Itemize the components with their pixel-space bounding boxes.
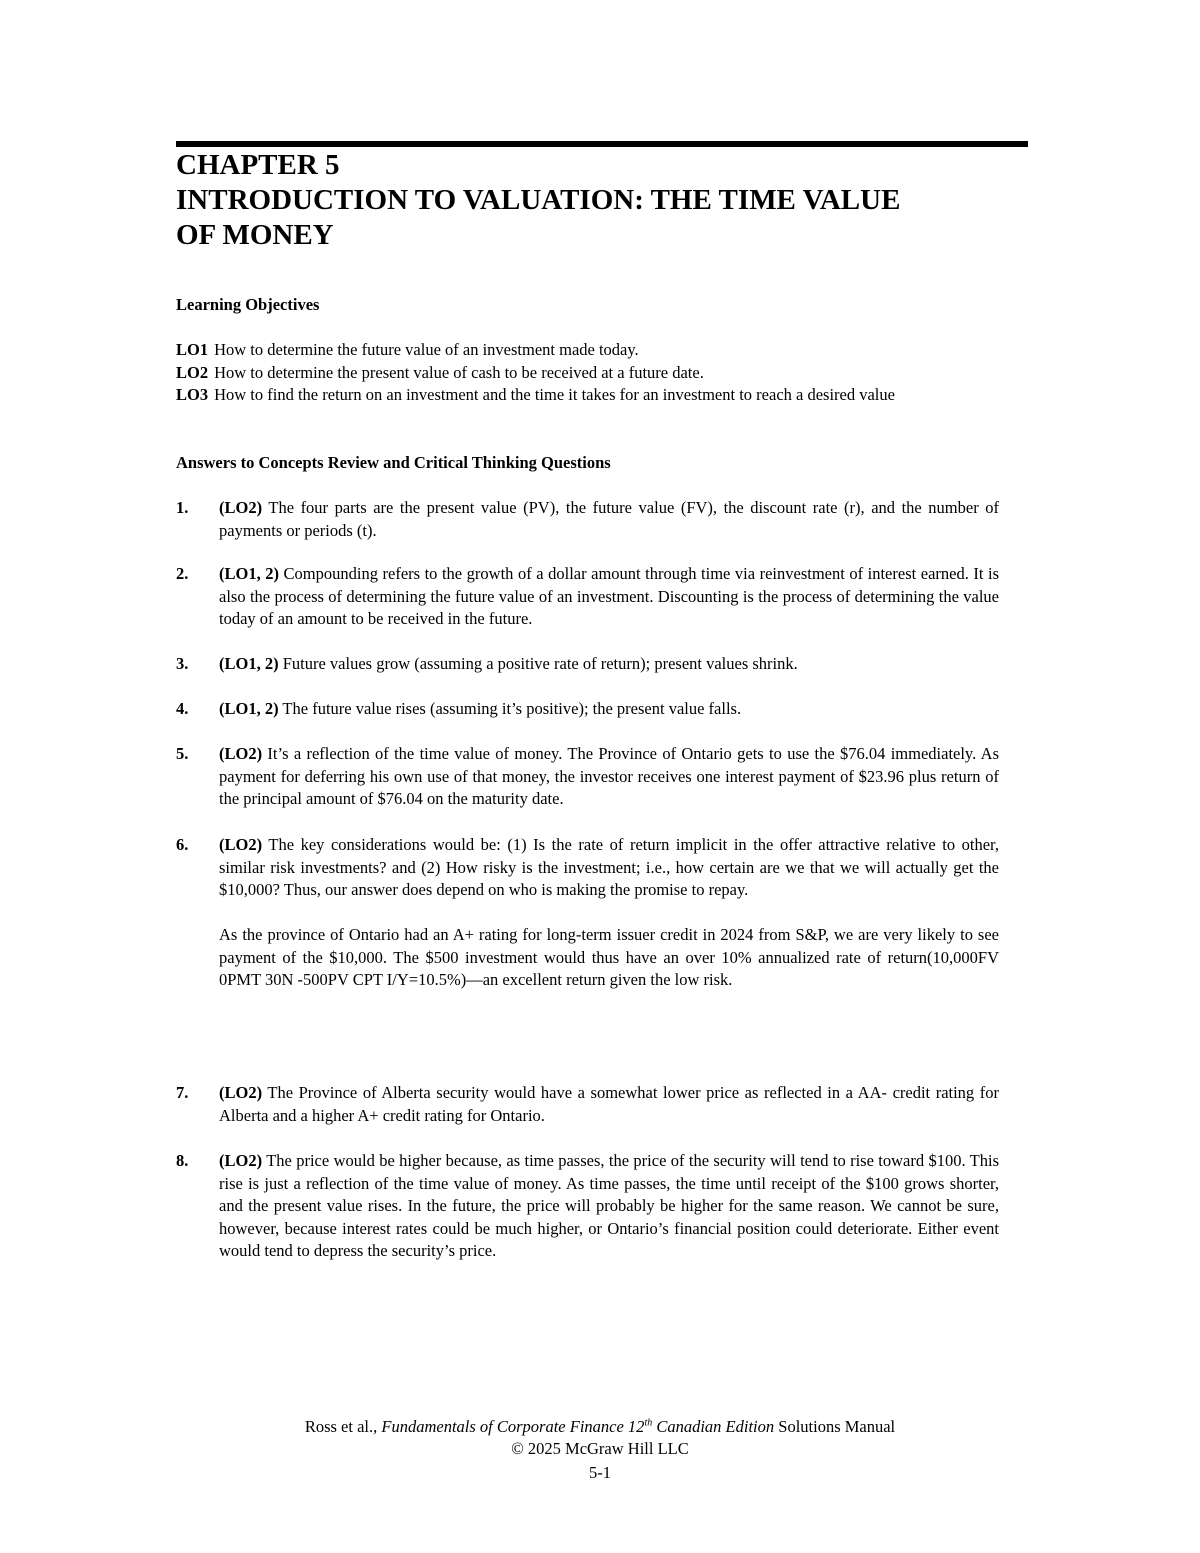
learning-objective-item bbox=[176, 362, 1028, 385]
answer-number: 4. bbox=[176, 699, 189, 718]
learning-objective-tag: (LO2) bbox=[219, 1151, 263, 1170]
learning-objective-tag: (LO1, 2) bbox=[219, 564, 279, 583]
answer-number: 2. bbox=[176, 564, 189, 583]
footer-citation bbox=[0, 1416, 1200, 1438]
answer-number: 1. bbox=[176, 498, 189, 517]
answer-text bbox=[219, 698, 999, 721]
chapter-title-line-2: OF MONEY bbox=[176, 219, 334, 251]
answer-body: The Province of Alberta security would have a somewhat lower price as reflected in a AA- credit rating for Alberta and a higher A+ credit rating for Ontario. bbox=[219, 1083, 999, 1125]
footer-authors: Ross et al., bbox=[304, 1417, 382, 1436]
answer-number: 3. bbox=[176, 654, 189, 673]
answer-text bbox=[219, 497, 999, 542]
learning-objective-tag: (LO2) bbox=[219, 1083, 263, 1102]
answer-body: Compounding refers to the growth of a dollar amount through time via reinvestment of interest earned. It is also the process of determining the future value of an investment. Discounting is the process of determining the value today of an amount to be received in the future. bbox=[219, 564, 999, 628]
objective-text: How to determine the future value of an investment made today. bbox=[214, 340, 639, 359]
footer-copyright: © 2025 McGraw Hill LLC bbox=[511, 1439, 689, 1458]
learning-objective-item bbox=[176, 339, 1028, 362]
objective-code: LO2 bbox=[176, 362, 209, 382]
answer-text bbox=[219, 653, 999, 676]
learning-objectives-heading: Learning Objectives bbox=[176, 295, 320, 314]
learning-objective-item bbox=[176, 384, 1028, 407]
answer-text bbox=[219, 563, 999, 631]
answer-number: 6. bbox=[176, 835, 189, 854]
objective-code: LO1 bbox=[176, 340, 209, 359]
answer-body: Future values grow (assuming a positive rate of return); present values shrink. bbox=[282, 654, 798, 673]
objective-text: How to find the return on an investment and the time it takes for an investment to reach a desired value bbox=[214, 385, 895, 404]
footer-suffix: Solutions Manual bbox=[774, 1417, 896, 1436]
page-number: 5-1 bbox=[589, 1463, 611, 1482]
footer-book-title: Fundamentals of Corporate Finance 12th Canadian Edition bbox=[381, 1417, 775, 1436]
learning-objective-tag: (LO2) bbox=[219, 744, 263, 763]
learning-objective-tag: (LO1, 2) bbox=[219, 699, 279, 718]
answer-text bbox=[219, 1082, 999, 1127]
answer-number: 5. bbox=[176, 744, 189, 763]
answer-body: The future value rises (assuming it’s positive); the present value falls. bbox=[282, 699, 742, 718]
answer-number: 7. bbox=[176, 1083, 189, 1102]
answer-body: The key considerations would be: (1) Is the rate of return implicit in the offer attractive relative to other, similar risk investments? and (2) How risky is the investment; i.e., how certain are we that we will actually get the $10,000? Thus, our answer does depend on who is making the promise to repay. bbox=[219, 835, 999, 899]
answer-body: The four parts are the present value (PV), the future value (FV), the discount rate (r), and the number of payments or periods (t). bbox=[219, 498, 999, 540]
answer-text bbox=[219, 743, 999, 811]
objective-code: LO3 bbox=[176, 385, 209, 404]
title-rule bbox=[176, 141, 1028, 147]
answer-body: The price would be higher because, as time passes, the price of the security will tend to rise toward $100. This rise is just a reflection of the time value of money. As time passes, the time until receipt of the $100 grows shorter, and the present value rises. In the future, the price will probably be higher for the same reason. We cannot be sure, however, because interest rates could be much higher, or Ontario’s financial position could deteriorate. Either event would tend to depress the security’s price. bbox=[219, 1151, 1000, 1260]
learning-objectives-list bbox=[176, 339, 1028, 407]
learning-objective-tag: (LO2) bbox=[219, 498, 263, 517]
learning-objective-tag: (LO2) bbox=[219, 835, 263, 854]
answers-heading: Answers to Concepts Review and Critical Thinking Questions bbox=[176, 453, 611, 472]
objective-text: How to determine the present value of cash to be received at a future date. bbox=[214, 362, 704, 382]
chapter-number: CHAPTER 5 bbox=[176, 149, 340, 181]
learning-objective-tag: (LO1, 2) bbox=[219, 654, 279, 673]
edition-superscript: th bbox=[644, 1417, 653, 1429]
answer-text bbox=[219, 1150, 999, 1263]
answer-text bbox=[219, 834, 999, 992]
chapter-title bbox=[176, 148, 1028, 253]
answer-body: It’s a reflection of the time value of money. The Province of Ontario gets to use the $76.04 immediately. As payment for deferring his own use of that money, the investor receives one interest payment of $23.96 plus return of the principal amount of $76.04 on the maturity date. bbox=[219, 744, 999, 808]
chapter-title-line-1: INTRODUCTION TO VALUATION: THE TIME VALUE bbox=[176, 184, 901, 216]
answer-number: 8. bbox=[176, 1151, 189, 1170]
answer-body-continued: As the province of Ontario had an A+ rating for long-term issuer credit in 2024 from S&P, we are very likely to see payment of the $10,000. The $500 investment would thus have an over 10% annualized rate of return(10,000FV 0PMT 30N -500PV CPT I/Y=10.5%)—an excellent return given the low risk. bbox=[219, 925, 999, 989]
